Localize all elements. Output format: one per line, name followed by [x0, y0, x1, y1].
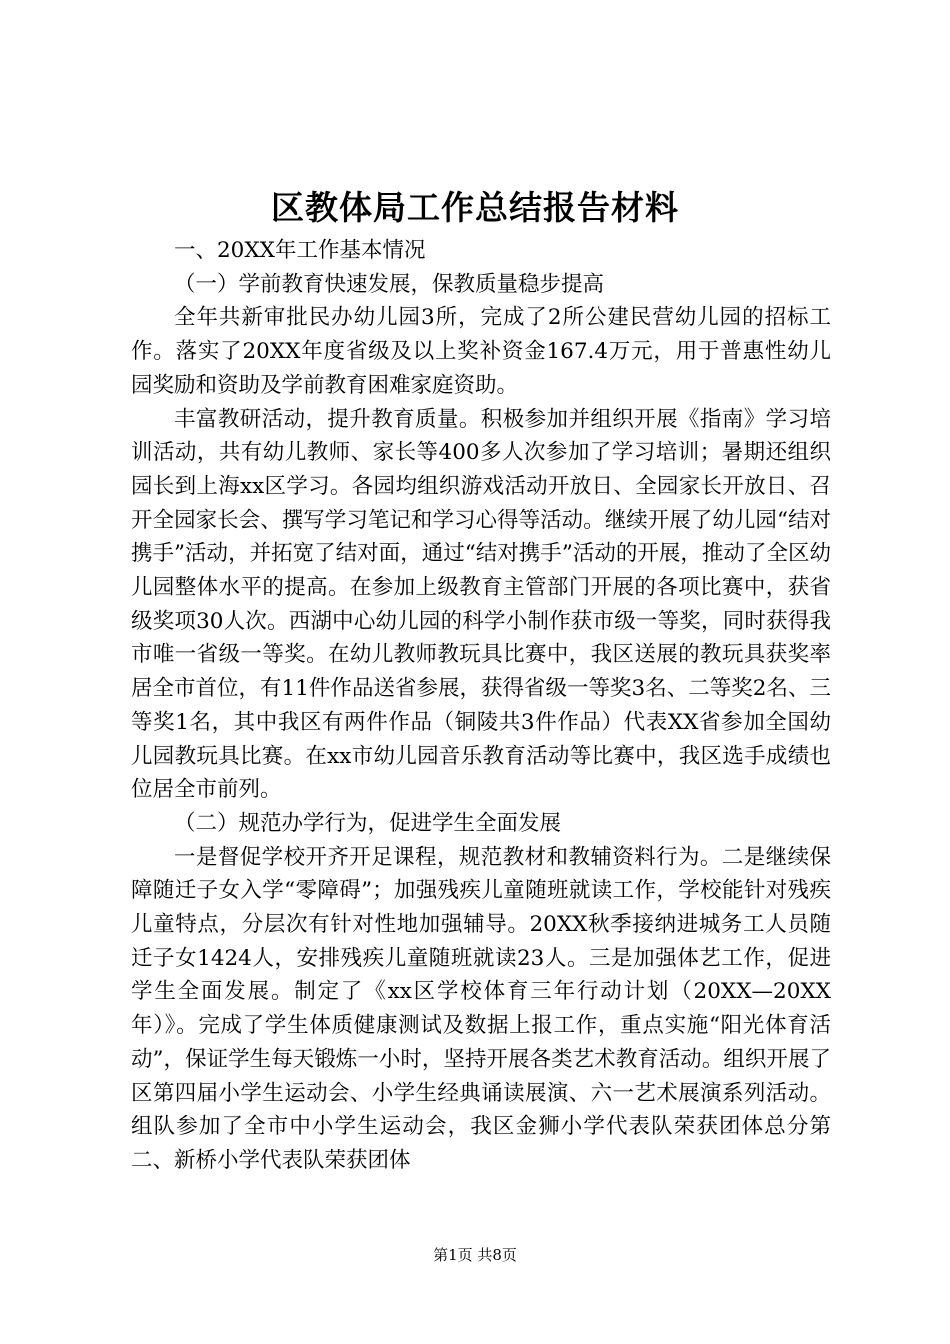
body-paragraph: 一是督促学校开齐开足课程，规范教材和教辅资料行为。二是继续保障随迁子女入学“零障碍”；加强残疾儿童随班就读工作，学校能针对残疾儿童特点，分层次有针对性地加强辅导。20XX秋季接纳进城务工人员随迁子女1424人，安排残疾儿童随班就读23人。三是加强体艺工作，促进学生全面发展。制定了《xx区学校体育三年行动计划（20XX—20XX年）》。完成了学生体质健康测试及数据上报工作，重点实施“阳光体育活动”，保证学生每天锻炼一小时，坚持开展各类艺术教育活动。组织开展了区第四届小学生运动会、小学生经典诵读展演、六一艺术展演系列活动。组队参加了全市中小学生运动会，我区金狮小学代表队荣获团体总分第二、新桥小学代表队荣获团体 [131, 844, 831, 1173]
document-title: 区教体局工作总结报告材料 [271, 188, 679, 227]
body-paragraph: 丰富教研活动，提升教育质量。积极参加并组织开展《指南》学习培训活动，共有幼儿教师、家长等400多人次参加了学习培训；暑期还组织园长到上海xx区学习。各园均组织游戏活动开放日、全园家长开放日、召开全园家长会、撰写学习笔记和学习心得等活动。继续开展了幼儿园“结对携手”活动，并拓宽了结对面，通过“结对携手”活动的开展，推动了全区幼儿园整体水平的提高。在参加上级教育主管部门开展的各项比赛中，获省级奖项30人次。西湖中心幼儿园的科学小制作获市级一等奖，同时获得我市唯一省级一等奖。在幼儿教师教玩具比赛中，我区送展的教玩具获奖率居全市首位，有11件作品送省参展，获得省级一等奖3名、二等奖2名、三等奖1名，其中我区有两件作品（铜陵共3件作品）代表XX省参加全国幼儿园教玩具比赛。在xx市幼儿园音乐教育活动等比赛中，我区选手成绩也位居全市前列。 [131, 406, 831, 803]
page-footer: 第1页 共8页 [433, 1246, 517, 1264]
document-body [131, 234, 831, 1178]
subsection-heading: （一）学前教育快速发展，保教质量稳步提高 [174, 271, 605, 297]
body-paragraph: 全年共新审批民办幼儿园3所，完成了2所公建民营幼儿园的招标工作。落实了20XX年度省级及以上奖补资金167.4万元，用于普惠性幼儿园奖励和资助及学前教育困难家庭资助。 [131, 305, 831, 398]
section-heading: 一、20XX年工作基本情况 [174, 238, 426, 263]
subsection-heading: （二）规范办学行为，促进学生全面发展 [174, 810, 562, 836]
